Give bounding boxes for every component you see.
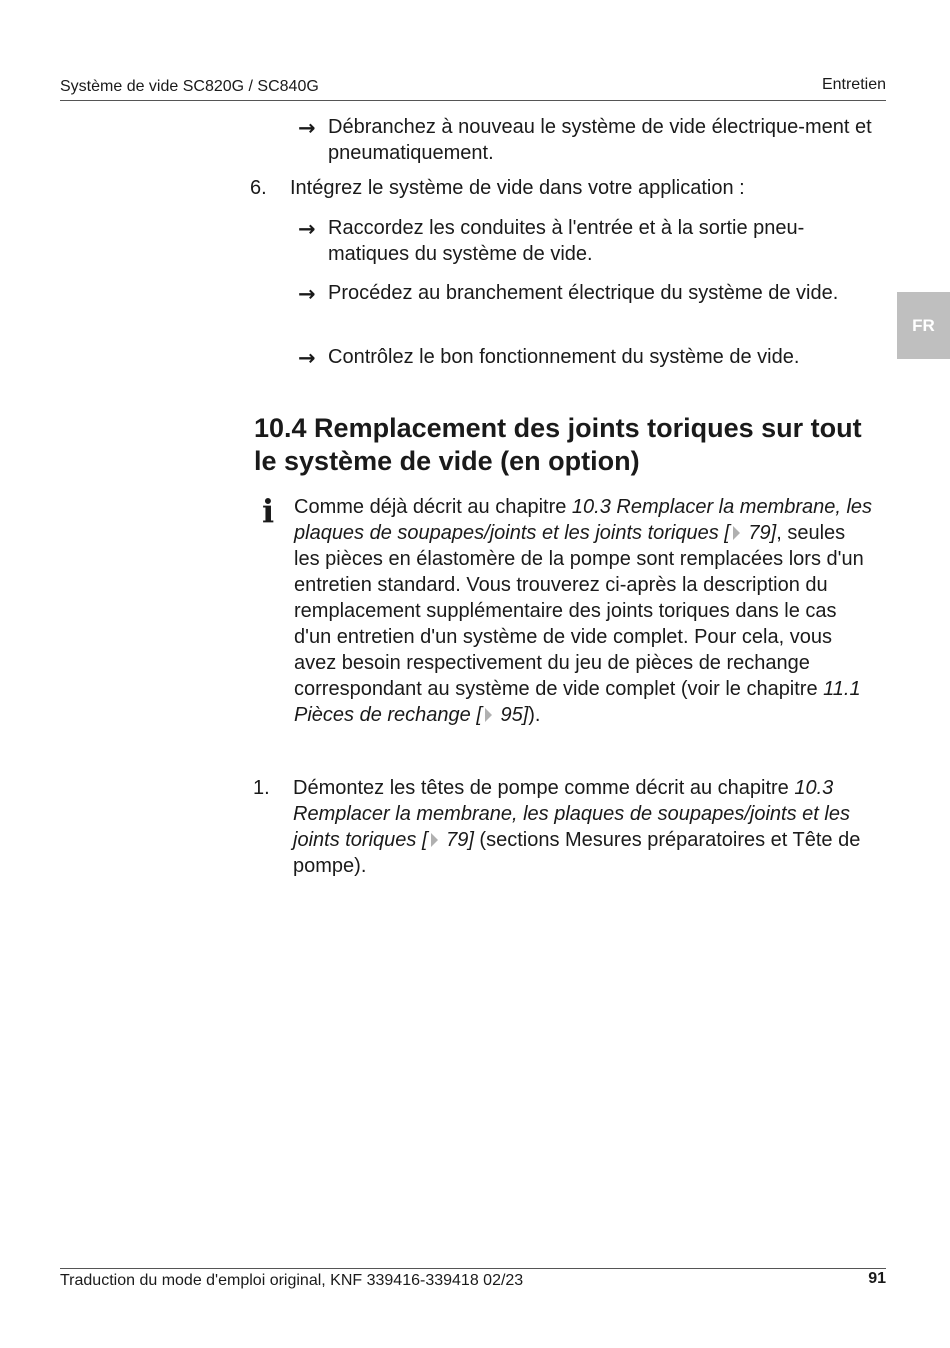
page-arrow-icon <box>733 526 740 540</box>
arrow-icon: → <box>298 346 316 370</box>
chapter-reference-link[interactable]: 11.1 Pièces de rechange [ <box>294 678 861 726</box>
instruction-text: Débranchez à nouveau le système de vide électrique-ment et pneumatiquement. <box>328 116 872 164</box>
step-text <box>293 775 878 879</box>
page-reference[interactable]: 79] <box>440 829 474 851</box>
header-chapter-title: Entretien <box>821 76 886 93</box>
info-text: , seules les pièces en élastomère de la pompe sont remplacées lors d'un entretien standard. Vous trouverez ci-après la description du remplacement supplémentaire des joints toriques dans le cas d'un entretien d'un système de vide complet. Pour cela, vous avez besoin respectivement du jeu de pièces de rechange correspondant au système de vide complet (voir le chapitre <box>294 522 864 700</box>
page-reference[interactable]: 79] <box>742 522 777 544</box>
step-text: Intégrez le système de vide dans votre application : <box>290 177 745 199</box>
instruction-text: Procédez au branchement électrique du système de vide. <box>328 282 839 304</box>
chapter-reference-link[interactable]: 10.3 Remplacer la membrane, les plaques de soupapes/joints et les joints toriques [ <box>294 496 873 544</box>
footer-text: Traduction du mode d'emploi original, KNF 339416-339418 02/23 <box>60 1272 524 1289</box>
header-rule <box>60 100 886 101</box>
language-tab: FR <box>897 292 950 359</box>
instruction-text: Contrôlez le bon fonctionnement du système de vide. <box>328 346 800 368</box>
instruction-arrow-item <box>298 215 873 267</box>
header-document-title: Système de vide SC820G / SC840G <box>60 78 319 95</box>
step-item <box>253 775 878 879</box>
arrow-icon: → <box>298 217 316 241</box>
instruction-text: Raccordez les conduites à l'entrée et à la sortie pneu-matiques du système de vide. <box>328 217 805 265</box>
step-number: 1. <box>253 777 270 799</box>
step-text-part: Démontez les têtes de pompe comme décrit au chapitre <box>293 777 795 799</box>
step-item <box>250 175 880 201</box>
chapter-reference-link[interactable]: 10.3 Remplacer la membrane, les plaques de soupapes/joints et les joints toriques [ <box>293 777 850 851</box>
arrow-icon: → <box>298 116 316 140</box>
instruction-arrow-item <box>298 344 873 370</box>
arrow-icon: → <box>298 282 316 306</box>
footer-rule <box>60 1268 886 1269</box>
info-icon: i <box>262 492 275 530</box>
info-text: Comme déjà décrit au chapitre <box>294 496 572 518</box>
page-reference[interactable]: 95] <box>494 704 529 726</box>
info-note <box>294 494 876 728</box>
step-number: 6. <box>250 177 267 199</box>
step-text-part: (sections Mesures préparatoires et Tête de pompe). <box>293 829 861 877</box>
section-heading: 10.4 Remplacement des joints toriques sur tout le système de vide (en option) <box>254 413 862 476</box>
info-text: ). <box>528 704 541 726</box>
page-number: 91 <box>868 1270 886 1287</box>
instruction-arrow-item <box>298 280 873 306</box>
page-arrow-icon <box>431 833 438 847</box>
page-arrow-icon <box>485 708 492 722</box>
instruction-arrow-item <box>298 114 873 166</box>
